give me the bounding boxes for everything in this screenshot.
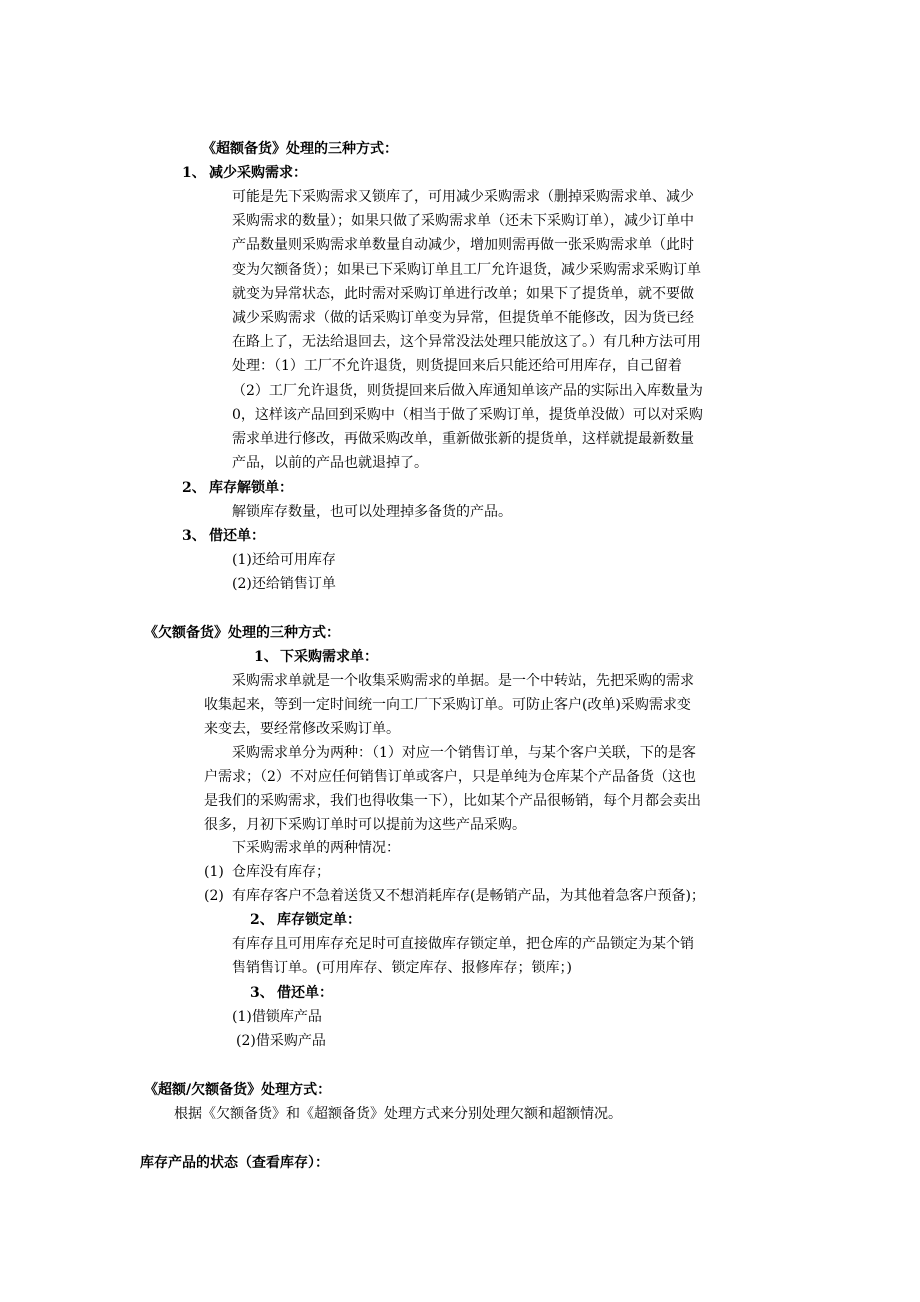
text-line: 在路上了，无法给退回去，这个异常没法处理只能放这了。）有几种方法可用	[232, 334, 701, 351]
list-number: (2)	[204, 888, 224, 904]
text-line: 产品数量则采购需求单数量自动减少，增加则需再做一张采购需求单（此时	[232, 237, 694, 254]
text-line: 户需求；（2）不对应任何销售订单或客户，只是单纯为仓库某个产品备货（这也	[204, 769, 696, 785]
item-title-borrow-return: 借还单：	[209, 528, 265, 544]
text-line: 很多，月初下采购订单时可以提前为这些产品采购。	[204, 817, 526, 833]
text-line: 采购需求的数量）；如果只做了采购需求单（还未下采购订单），减少订单中	[232, 213, 694, 230]
list-item: (1)还给可用库存	[232, 552, 336, 568]
item-title-lock-order: 库存锁定单：	[277, 912, 361, 928]
text-line: 可能是先下采购需求又锁库了，可用减少采购需求（删掉采购需求单、减少	[232, 189, 694, 205]
text-line: 售销售订单。(可用库存、锁定库存、报修库存；锁库；)	[232, 960, 572, 976]
section-title-stock-status: 库存产品的状态（查看库存）：	[140, 1155, 329, 1171]
section-title-over-under: 《超额/欠额备货》处理方式：	[144, 1082, 332, 1098]
section-title-overstock: 《超额备货》处理的三种方式：	[202, 141, 398, 157]
text-line: （2）工厂允许退货，则货提回来后做入库通知单该产品的实际出入库数量为	[232, 382, 703, 399]
item-title-reduce-demand: 减少采购需求：	[209, 165, 307, 181]
section-title-understock: 《欠额备货》处理的三种方式：	[144, 625, 340, 641]
item-number: 3、	[182, 528, 206, 544]
text-line: 来变去，要经常修改采购订单。	[204, 721, 400, 737]
item-title-purchase-demand: 下采购需求单：	[280, 649, 378, 665]
list-item: 仓库没有库存；	[232, 864, 330, 880]
item-number: 2、	[250, 912, 274, 928]
text-line: 采购需求单就是一个收集采购需求的单据。是一个中转站，先把采购的需求	[232, 673, 694, 689]
text-line: 采购需求单分为两种：（1）对应一个销售订单，与某个客户关联，下的是客	[232, 745, 696, 761]
item-number: 2、	[182, 480, 206, 496]
list-item: (2)还给销售订单	[232, 576, 336, 592]
item-title-borrow-return: 借还单：	[277, 985, 333, 1001]
list-number: (1)	[204, 864, 224, 880]
list-item: (1)借锁库产品	[232, 1009, 322, 1025]
text-line: 减少采购需求（做的话采购订单变为异常，但提货单不能修改，因为货已经	[232, 310, 694, 326]
item-number: 3、	[250, 985, 274, 1001]
item-number: 1、	[254, 649, 278, 665]
paragraph-over-under: 根据《欠额备货》和《超额备货》处理方式来分别处理欠额和超额情况。	[174, 1106, 622, 1122]
list-item: 有库存客户不急着送货又不想消耗库存(是畅销产品，为其他着急客户预备)；	[232, 888, 705, 904]
text-line: 变为欠额备货）；如果已下采购订单且工厂允许退货，减少采购需求采购订单	[232, 261, 701, 278]
paragraph-two-cases: 下采购需求单的两种情况：	[232, 840, 400, 856]
text-line: 就变为异常状态，此时需对采购订单进行改单；如果下了提货单，就不要做	[232, 285, 694, 302]
text-line: 收集起来，等到一定时间统一向工厂下采购订单。可防止客户(改单)采购需求变	[204, 697, 691, 713]
text-line: 有库存且可用库存充足时可直接做库存锁定单，把仓库的产品锁定为某个销	[232, 936, 694, 952]
text-line: 处理：（1）工厂不允许退货，则货提回来后只能还给可用库存，自己留着	[232, 358, 682, 375]
text-line: 需求单进行修改，再做采购改单，重新做张新的提货单，这样就提最新数量	[232, 431, 694, 447]
text-line: 是我们的采购需求，我们也得收集一下），比如某个产品很畅销，每个月都会卖出	[204, 793, 701, 809]
item-title-unlock-order: 库存解锁单：	[209, 480, 293, 496]
text-line: 0，这样该产品回到采购中（相当于做了采购订单，提货单没做）可以对采购	[232, 406, 703, 423]
paragraph-unlock-order: 解锁库存数量，也可以处理掉多备货的产品。	[232, 504, 512, 520]
text-line: 产品，以前的产品也就退掉了。	[232, 455, 428, 472]
list-item: (2)借采购产品	[236, 1033, 326, 1049]
item-number: 1、	[182, 165, 206, 181]
